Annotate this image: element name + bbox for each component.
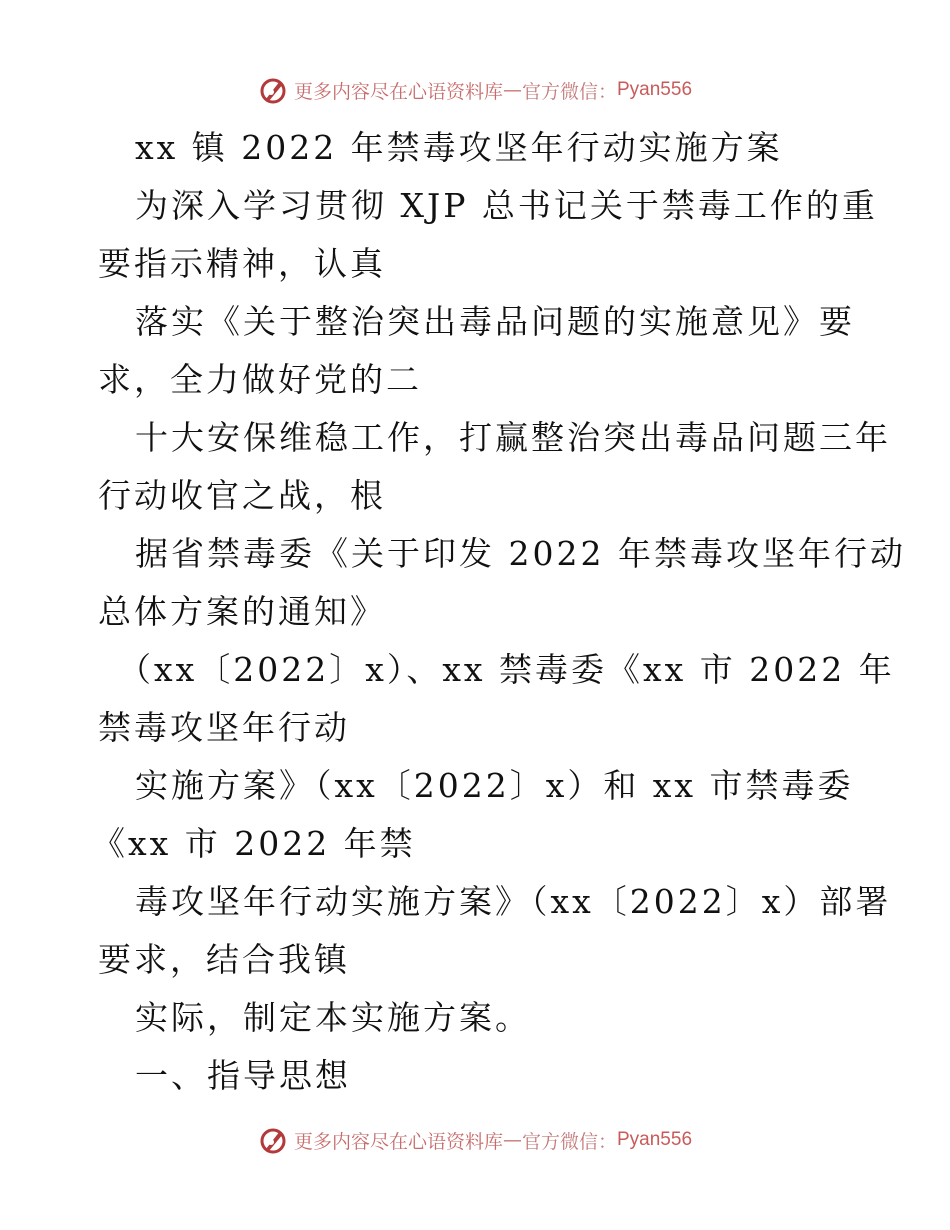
paragraph-line: 求，全力做好党的二: [98, 360, 422, 399]
watermark-wechat-id: Pyan556: [617, 79, 693, 100]
footer-watermark: [0, 1120, 950, 1160]
watermark-sub-text: 官方微信：: [521, 1130, 617, 1153]
paragraph-line: 《xx 市 2022 年禁: [92, 824, 416, 863]
paragraph-line: 行动收官之战，根: [98, 476, 386, 515]
paragraph-line: 十大安保维稳工作，打赢整治突出毒品问题三年: [135, 418, 891, 457]
header-watermark: [0, 70, 950, 110]
watermark-wechat-id: Pyan556: [617, 1129, 693, 1150]
watermark-main-text: 更多内容尽在心语资料库: [293, 80, 503, 103]
paragraph-line: 毒攻坚年行动实施方案》（xx〔2022〕x）部署: [135, 882, 892, 921]
paragraph-line: 落实《关于整治突出毒品问题的实施意见》要: [135, 302, 855, 341]
pen-circle-logo-icon: [258, 75, 288, 105]
watermark-dash: —: [502, 1129, 522, 1151]
paragraph-line: 实际，制定本实施方案。: [135, 998, 531, 1037]
paragraph-line: 据省禁毒委《关于印发 2022 年禁毒攻坚年行动: [135, 534, 906, 573]
watermark-main-text: 更多内容尽在心语资料库: [293, 1130, 503, 1153]
watermark-dash: —: [502, 79, 522, 101]
watermark-sub-text: 官方微信：: [521, 80, 617, 103]
paragraph-line: （xx〔2022〕x）、xx 禁毒委《xx 市 2022 年: [118, 650, 895, 689]
paragraph-line: 要指示精神，认真: [98, 244, 386, 283]
paragraph-line: 实施方案》（xx〔2022〕x）和 xx 市禁毒委: [135, 766, 854, 805]
pen-circle-logo-icon: [258, 1125, 288, 1155]
section-heading: 一、指导思想: [135, 1056, 351, 1095]
paragraph-line: 总体方案的通知》: [98, 592, 386, 631]
document-title: xx 镇 2022 年禁毒攻坚年行动实施方案: [135, 128, 783, 167]
paragraph-line: 要求，结合我镇: [98, 940, 350, 979]
paragraph-line: 为深入学习贯彻 XJP 总书记关于禁毒工作的重: [135, 186, 878, 225]
paragraph-line: 禁毒攻坚年行动: [98, 708, 350, 747]
